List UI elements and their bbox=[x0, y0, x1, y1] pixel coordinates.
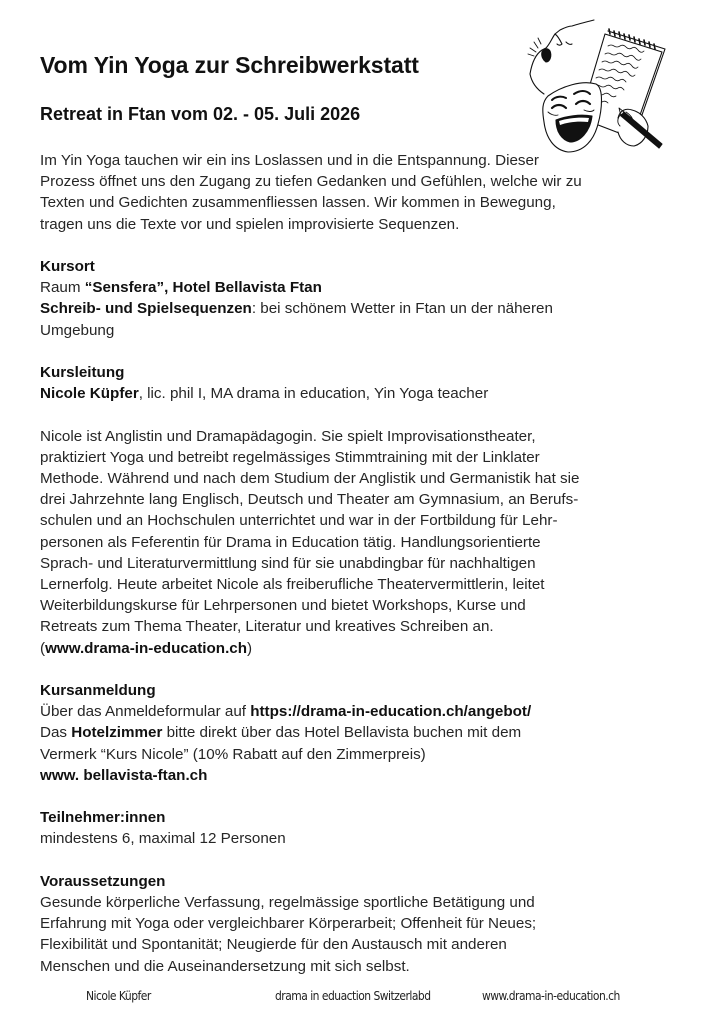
bio-line: Lernerfolg. Heute arbeitet Nicole als freiberufliche Theatervermittlerin, leitet bbox=[40, 576, 545, 594]
spacer bbox=[40, 659, 660, 680]
kursort-sequences bbox=[40, 298, 660, 319]
face-open-mouth bbox=[542, 49, 551, 62]
intro-line: Texten und Gedichten zusammenfliessen lassen. Wir kommen in Bewegung, bbox=[40, 194, 556, 212]
bio-line: Methode. Während und nach dem Studium der Anglistik und Germanistik hat sie bbox=[40, 470, 580, 487]
theater-mask-writing-illustration bbox=[522, 14, 672, 156]
face-eye bbox=[566, 42, 572, 44]
kursort-room bbox=[40, 277, 660, 298]
room-prefix: Raum bbox=[40, 279, 85, 297]
registration-line bbox=[40, 701, 660, 722]
drama-website-link[interactable]: www.drama-in-education.ch bbox=[45, 639, 248, 657]
bio-line: drei Jahrzehnte lang Englisch, Deutsch und Theater am Gymnasium, an Berufs- bbox=[40, 491, 579, 509]
hotel-suffix: bitte direkt über das Hotel Bellavista buchen mit dem bbox=[162, 724, 522, 742]
sequences-text: : bei schönem Wetter in Ftan un der näheren bbox=[251, 300, 553, 318]
sequences-label: Schreib- und Spielsequenzen bbox=[40, 300, 252, 318]
flyer-content bbox=[40, 150, 660, 977]
requirements-line: Menschen und die Auseinandersetzung mit sich selbst. bbox=[40, 957, 410, 975]
bio-line: Nicole ist Anglistin und Dramapädagogin. Sie spielt Improvisationstheater, bbox=[40, 427, 536, 445]
kursleitung-heading: Kursleitung bbox=[40, 364, 125, 381]
kursanmeldung-heading: Kursanmeldung bbox=[40, 682, 156, 700]
instructor-credentials: , lic. phil I, MA drama in education, Yin Yoga teacher bbox=[138, 385, 489, 403]
room-name: “Sensfera”, Hotel Bellavista Ftan bbox=[84, 279, 322, 297]
bio-line: schulen und an Hochschulen unterrichtet und war in der Fortbildung für Lehr- bbox=[40, 512, 558, 530]
hotel-prefix: Das bbox=[40, 724, 72, 742]
hotel-website-link[interactable]: www. bellavista-ftan.ch bbox=[40, 766, 208, 784]
face-profile-outline bbox=[530, 20, 594, 74]
shout-lines bbox=[528, 38, 541, 56]
intro-line: Prozess öffnet uns den Zugang zu tiefen Gedanken und Gefühlen, welche wir zu bbox=[40, 173, 582, 191]
spacer bbox=[40, 235, 660, 256]
spacer bbox=[40, 404, 660, 425]
hotel-room-label: Hotelzimmer bbox=[71, 724, 163, 742]
footer-organization: drama in eduaction Switzerlabd bbox=[275, 988, 431, 1003]
registration-form-link[interactable]: https://drama-in-education.ch/angebot/ bbox=[250, 703, 532, 721]
page-title: Vom Yin Yoga zur Schreibwerkstatt bbox=[40, 52, 419, 78]
face-nose bbox=[555, 34, 562, 45]
hotel-note-line: Vermerk “Kurs Nicole” (10% Rabatt auf den Zimmerpreis) bbox=[40, 745, 426, 763]
kursort-sequences-cont: Umgebung bbox=[40, 321, 115, 339]
face-chin-neck bbox=[530, 74, 544, 94]
kursort-heading: Kursort bbox=[40, 258, 95, 275]
teilnehmer-heading: Teilnehmer:innen bbox=[40, 809, 166, 827]
bio-line: Sprach- und Literaturvermittlung sind für sie unabdingbar für nachhaltigen bbox=[40, 554, 536, 572]
requirements-line: Erfahrung mit Yoga oder vergleichbarer Körperarbeit; Offenheit für Neues; bbox=[40, 915, 537, 933]
intro-line: Im Yin Yoga tauchen wir ein ins Loslassen und in die Entspannung. Dieser bbox=[40, 152, 539, 169]
instructor-name: Nicole Küpfer bbox=[40, 385, 139, 403]
spacer bbox=[40, 850, 660, 871]
registration-prefix: Über das Anmeldeformular auf bbox=[40, 703, 251, 721]
bio-line: personen als Feferentin für Drama in Education tätig. Handlungsorientierte bbox=[40, 533, 541, 551]
paren-open: ( bbox=[40, 639, 46, 657]
kursleitung-name-line bbox=[40, 383, 660, 404]
requirements-line: Flexibilität und Spontanität; Neugierde für den Austausch mit anderen bbox=[40, 936, 507, 954]
footer-website-link[interactable]: www.drama-in-education.ch bbox=[482, 988, 620, 1003]
footer-name: Nicole Küpfer bbox=[86, 988, 151, 1003]
bio-line: Retreats zum Thema Theater, Literatur und kreatives Schreiben an. bbox=[40, 618, 494, 636]
hotel-line bbox=[40, 722, 660, 743]
spacer bbox=[40, 786, 660, 807]
bio-website-line bbox=[40, 638, 660, 659]
voraussetzungen-heading: Voraussetzungen bbox=[40, 872, 166, 890]
teilnehmer-text: mindestens 6, maximal 12 Personen bbox=[40, 830, 286, 848]
spacer bbox=[40, 341, 660, 362]
requirements-line: Gesunde körperliche Verfassung, regelmässige sportliche Betätigung und bbox=[40, 894, 535, 912]
paren-close: ) bbox=[247, 639, 253, 657]
intro-line: tragen uns die Texte vor und spielen improvisierte Sequenzen. bbox=[40, 215, 460, 233]
hotel-link-line bbox=[40, 765, 660, 786]
page-subtitle: Retreat in Ftan vom 02. - 05. Juli 2026 bbox=[40, 104, 361, 124]
bio-line: Weiterbildungskurse für Lehrpersonen und bietet Workshops, Kurse und bbox=[40, 597, 526, 615]
bio-line: praktiziert Yoga und betreibt regelmässiges Stimmtraining mit der Linklater bbox=[40, 448, 540, 466]
